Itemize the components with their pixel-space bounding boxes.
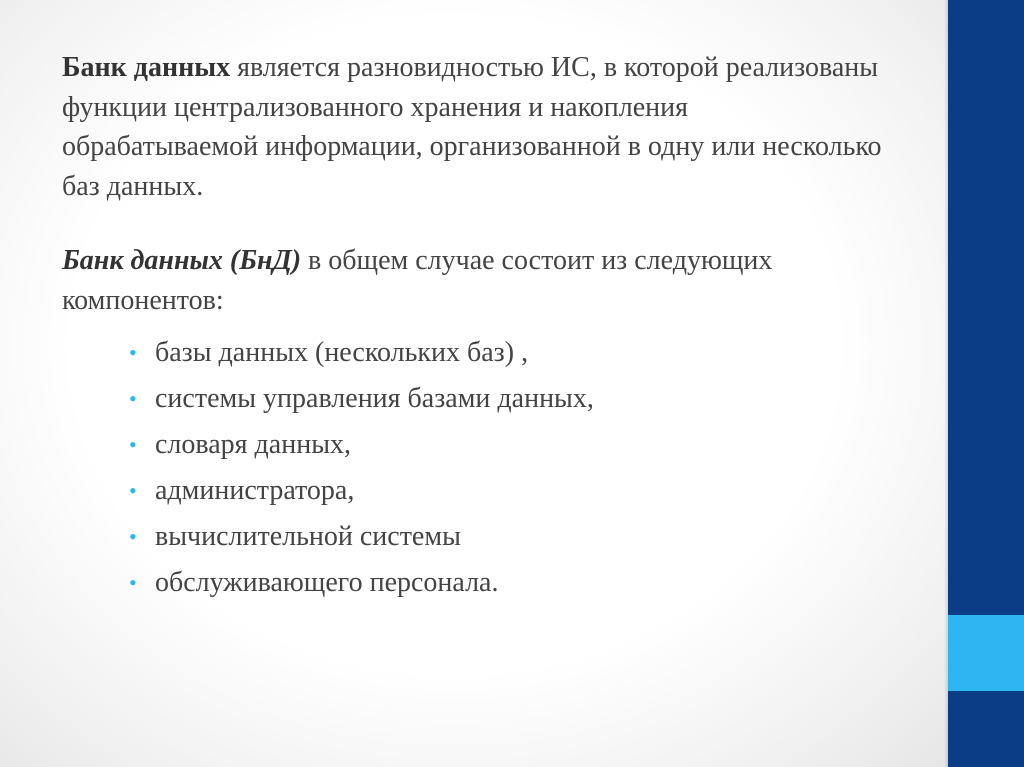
list-item bbox=[129, 422, 882, 468]
list-item bbox=[129, 514, 882, 560]
definition-text: является разновидностью ИС, в которой реализованы функции централизованного хранения и накопления обрабатываемой информации, организованной в одну или несколько баз данных. bbox=[62, 52, 882, 202]
list-item-text: словаря данных, bbox=[155, 429, 352, 460]
definition-paragraph bbox=[62, 48, 882, 206]
bullet-icon: • bbox=[129, 524, 137, 549]
list-item bbox=[129, 560, 882, 606]
definition-term: Банк данных bbox=[62, 52, 231, 83]
list-item-text: администратора, bbox=[155, 475, 355, 506]
composition-text: в общем случае состоит из следующих компонентов: bbox=[62, 245, 773, 316]
bullet-icon: • bbox=[129, 570, 137, 595]
list-item bbox=[129, 376, 882, 422]
bullet-icon: • bbox=[129, 386, 137, 411]
list-item bbox=[129, 330, 882, 376]
slide-content bbox=[62, 48, 882, 606]
list-item-text: системы управления базами данных, bbox=[155, 383, 594, 414]
side-decor-accent bbox=[948, 615, 1024, 691]
composition-term: Банк данных (БнД) bbox=[62, 245, 302, 276]
bullet-icon: • bbox=[129, 478, 137, 503]
bullet-icon: • bbox=[129, 432, 137, 457]
list-item-text: обслуживающего персонала. bbox=[155, 567, 499, 598]
components-list bbox=[62, 330, 882, 606]
composition-paragraph bbox=[62, 241, 882, 320]
list-item bbox=[129, 468, 882, 514]
list-item-text: вычислительной системы bbox=[155, 521, 461, 552]
bullet-icon: • bbox=[129, 340, 137, 365]
list-item-text: базы данных (нескольких баз) , bbox=[155, 337, 529, 368]
